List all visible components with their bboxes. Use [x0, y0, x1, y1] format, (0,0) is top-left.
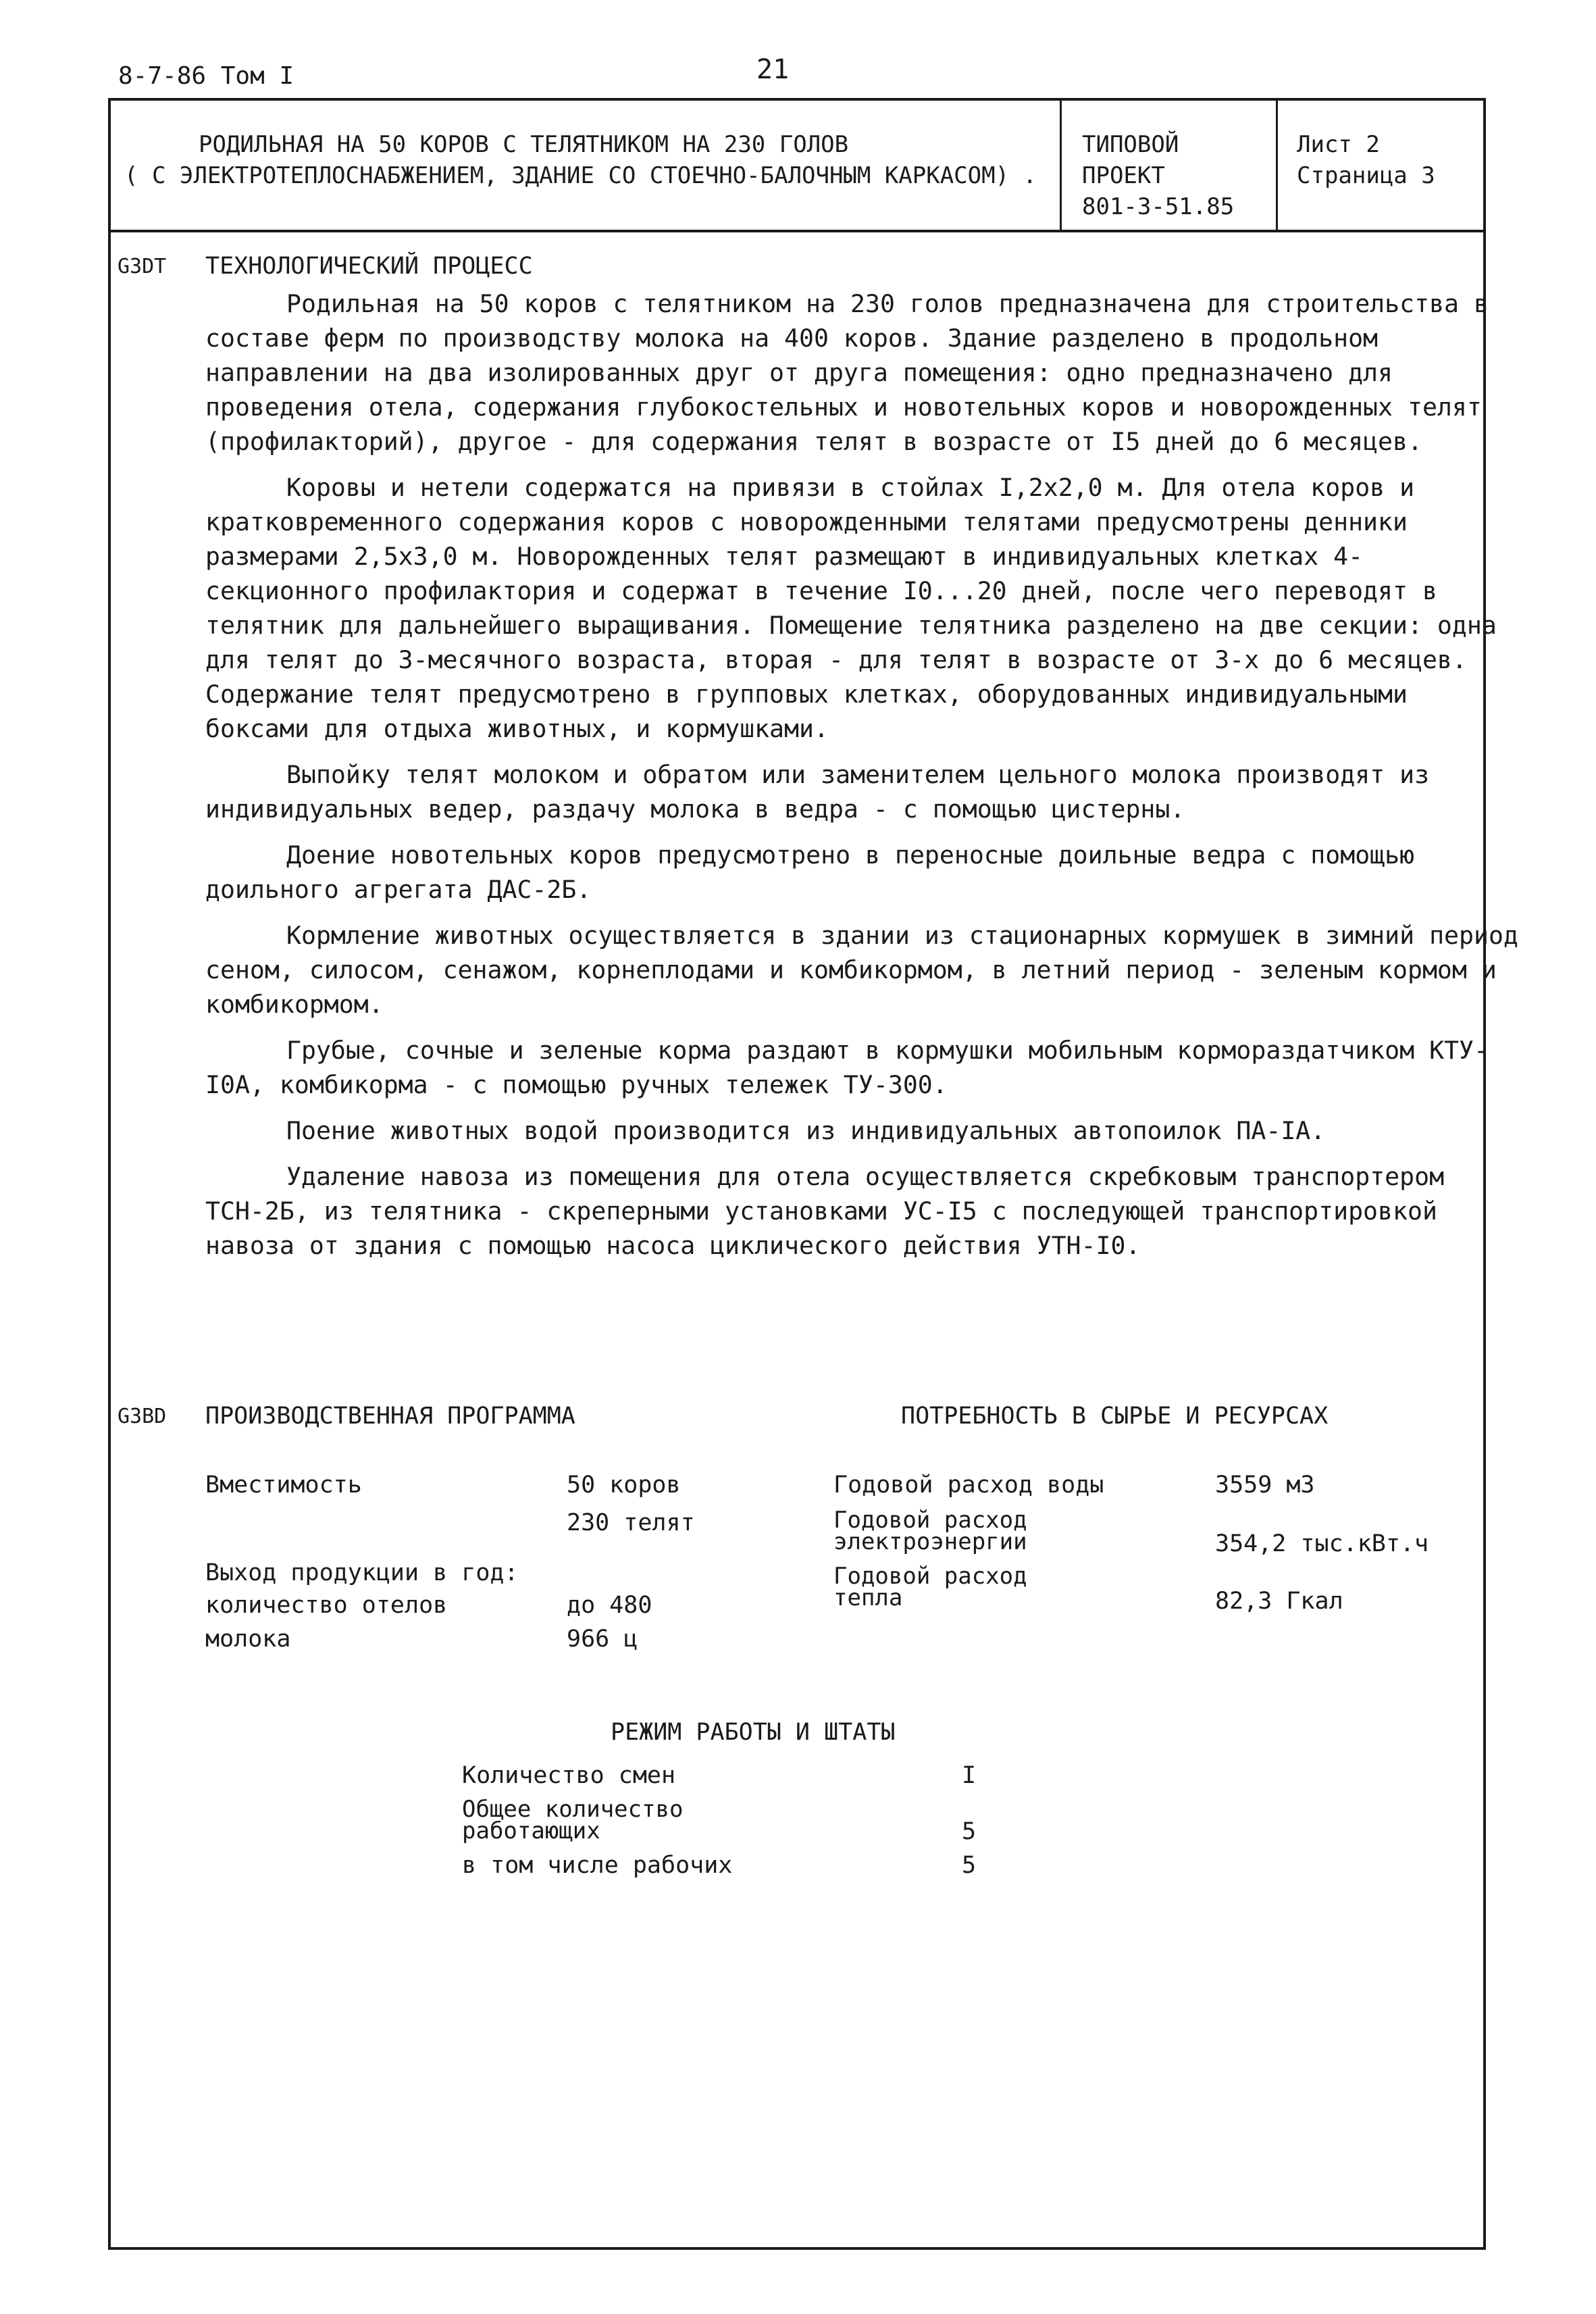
- workers-value: 5: [962, 1818, 977, 1845]
- project-cell: [1060, 101, 1276, 230]
- workers-label-1: Общее количество: [462, 1796, 684, 1823]
- output-label: Выход продукции в год:: [205, 1559, 519, 1586]
- paragraph: Удаление навоза из помещения для отела осуществляется скребковым транспортером ТСН-2Б, из телятника - скреперными установками УС-I5 с последующей транспортировкой навоза от здания с помощью насоса циклического действия УТН-I0.: [205, 1162, 1445, 1260]
- electricity-value: 354,2 тыс.кВт.ч: [1215, 1530, 1429, 1557]
- calvings-value: до 480: [567, 1592, 652, 1619]
- section-code-g3bd: G3BD: [118, 1405, 167, 1428]
- staff-table: [462, 1759, 1070, 1894]
- page-number: 21: [756, 54, 790, 85]
- document-code: 8-7-86 Том I: [118, 62, 294, 90]
- incl-workers-value: 5: [962, 1852, 977, 1879]
- paragraph: Поение животных водой производится из индивидуальных автопоилок ПА-IA.: [286, 1116, 1326, 1145]
- project-label-1: ТИПОВОЙ: [1082, 131, 1179, 158]
- section-title-staff: РЕЖИМ РАБОТЫ И ШТАТЫ: [611, 1719, 896, 1746]
- page-frame: [108, 98, 1518, 2250]
- heat-label-2: тепла: [833, 1584, 903, 1611]
- electricity-label-2: электроэнергии: [833, 1528, 1027, 1555]
- resources-table: [833, 1469, 1482, 1631]
- paragraph: Родильная на 50 коров с телятником на 230 голов предназначена для строительства в составе ферм по производству молока на 400 коров. Здание разделено в продольном направлении на два изолированных друг от друга помещения: одно предназначено для проведения отела, содержания глубокостельных и новотельных коров и новорожденных телят (профилакторий), другое - для содержания телят в возрасте от I5 дней до 6 месяцев.: [205, 289, 1489, 456]
- heat-value: 82,3 Гкал: [1215, 1588, 1343, 1615]
- sheet-cell: [1276, 101, 1485, 230]
- calvings-label: количество отелов: [205, 1592, 448, 1619]
- sheet-number: Лист 2: [1297, 131, 1380, 158]
- tech-process-body: [205, 286, 1522, 1274]
- shifts-value: I: [962, 1762, 977, 1789]
- section-title-production: ПРОИЗВОДСТВЕННАЯ ПРОГРАММА: [205, 1403, 575, 1430]
- electricity-label-1: Годовой расход: [833, 1507, 1027, 1534]
- capacity-cows: 50 коров: [567, 1472, 681, 1499]
- milk-value: 966 ц: [567, 1626, 638, 1653]
- paragraph: Выпойку телят молоком и обратом или заменителем цельного молока производят из индивидуальных ведер, раздачу молока в ведра - с помощью цистерны.: [205, 760, 1430, 824]
- paragraph: Коровы и нетели содержатся на привязи в стойлах I,2x2,0 м. Для отела коров и кратковременного содержания коров с новорожденными телятами предусмотрены денники размерами 2,5x3,0 м. Новорожденных телят размещают в индивидуальных клетках 4-секционного профилактория и содержат в течение I0...20 дней, после чего переводят в телятник для дальнейшего выращивания. Помещение телятника разделено на две секции: одна для телят до 3-месячного возраста, вторая - для телят в возрасте от 3-х до 6 месяцев. Содержание телят предусмотрено в групповых клетках, оборудованных индивидуальными боксами для отдыха животных, и кормушками.: [205, 473, 1497, 743]
- water-value: 3559 м3: [1215, 1472, 1315, 1499]
- milk-label: молока: [205, 1626, 291, 1653]
- heat-label-1: Годовой расход: [833, 1563, 1027, 1590]
- section-code-g3dt: G3DT: [118, 255, 167, 278]
- section-title-tech-process: ТЕХНОЛОГИЧЕСКИЙ ПРОЦЕСС: [205, 253, 533, 280]
- paragraph: Доение новотельных коров предусмотрено в переносные доильные ведра с помощью доильного агрегата ДАС-2Б.: [205, 840, 1415, 904]
- workers-label-2: работающих: [462, 1817, 600, 1844]
- paragraph: Грубые, сочные и зеленые корма раздают в кормушки мобильным кормораздатчиком КТУ-I0А, комбикорма - с помощью ручных тележек ТУ-300.: [205, 1036, 1489, 1099]
- water-label: Годовой расход воды: [833, 1472, 1104, 1499]
- capacity-label: Вместимость: [205, 1472, 362, 1499]
- title-cell: [111, 101, 1060, 230]
- production-table: [205, 1469, 759, 1653]
- title-line-1: РОДИЛЬНАЯ НА 50 КОРОВ С ТЕЛЯТНИКОМ НА 230 ГОЛОВ: [199, 131, 849, 158]
- project-number: 801-3-51.85: [1082, 193, 1235, 220]
- project-label-2: ПРОЕКТ: [1082, 162, 1165, 189]
- capacity-calves: 230 телят: [567, 1509, 695, 1536]
- title-line-2: ( С ЭЛЕКТРОТЕПЛОСНАБЖЕНИЕМ, ЗДАНИЕ СО СТОЕЧНО-БАЛОЧНЫМ КАРКАСОМ) .: [124, 162, 1037, 189]
- shifts-label: Количество смен: [462, 1762, 676, 1789]
- incl-workers-label: в том числе рабочих: [462, 1852, 733, 1879]
- section-title-resources: ПОТРЕБНОСТЬ В СЫРЬЕ И РЕСУРСАХ: [901, 1403, 1329, 1430]
- paragraph: Кормление животных осуществляется в здании из стационарных кормушек в зимний период сеном, силосом, сенажом, корнеплодами и комбикормом, в летний период - зеленым кормом и комбикормом.: [205, 921, 1518, 1019]
- page-label: Страница 3: [1297, 162, 1435, 189]
- title-block: [111, 101, 1483, 232]
